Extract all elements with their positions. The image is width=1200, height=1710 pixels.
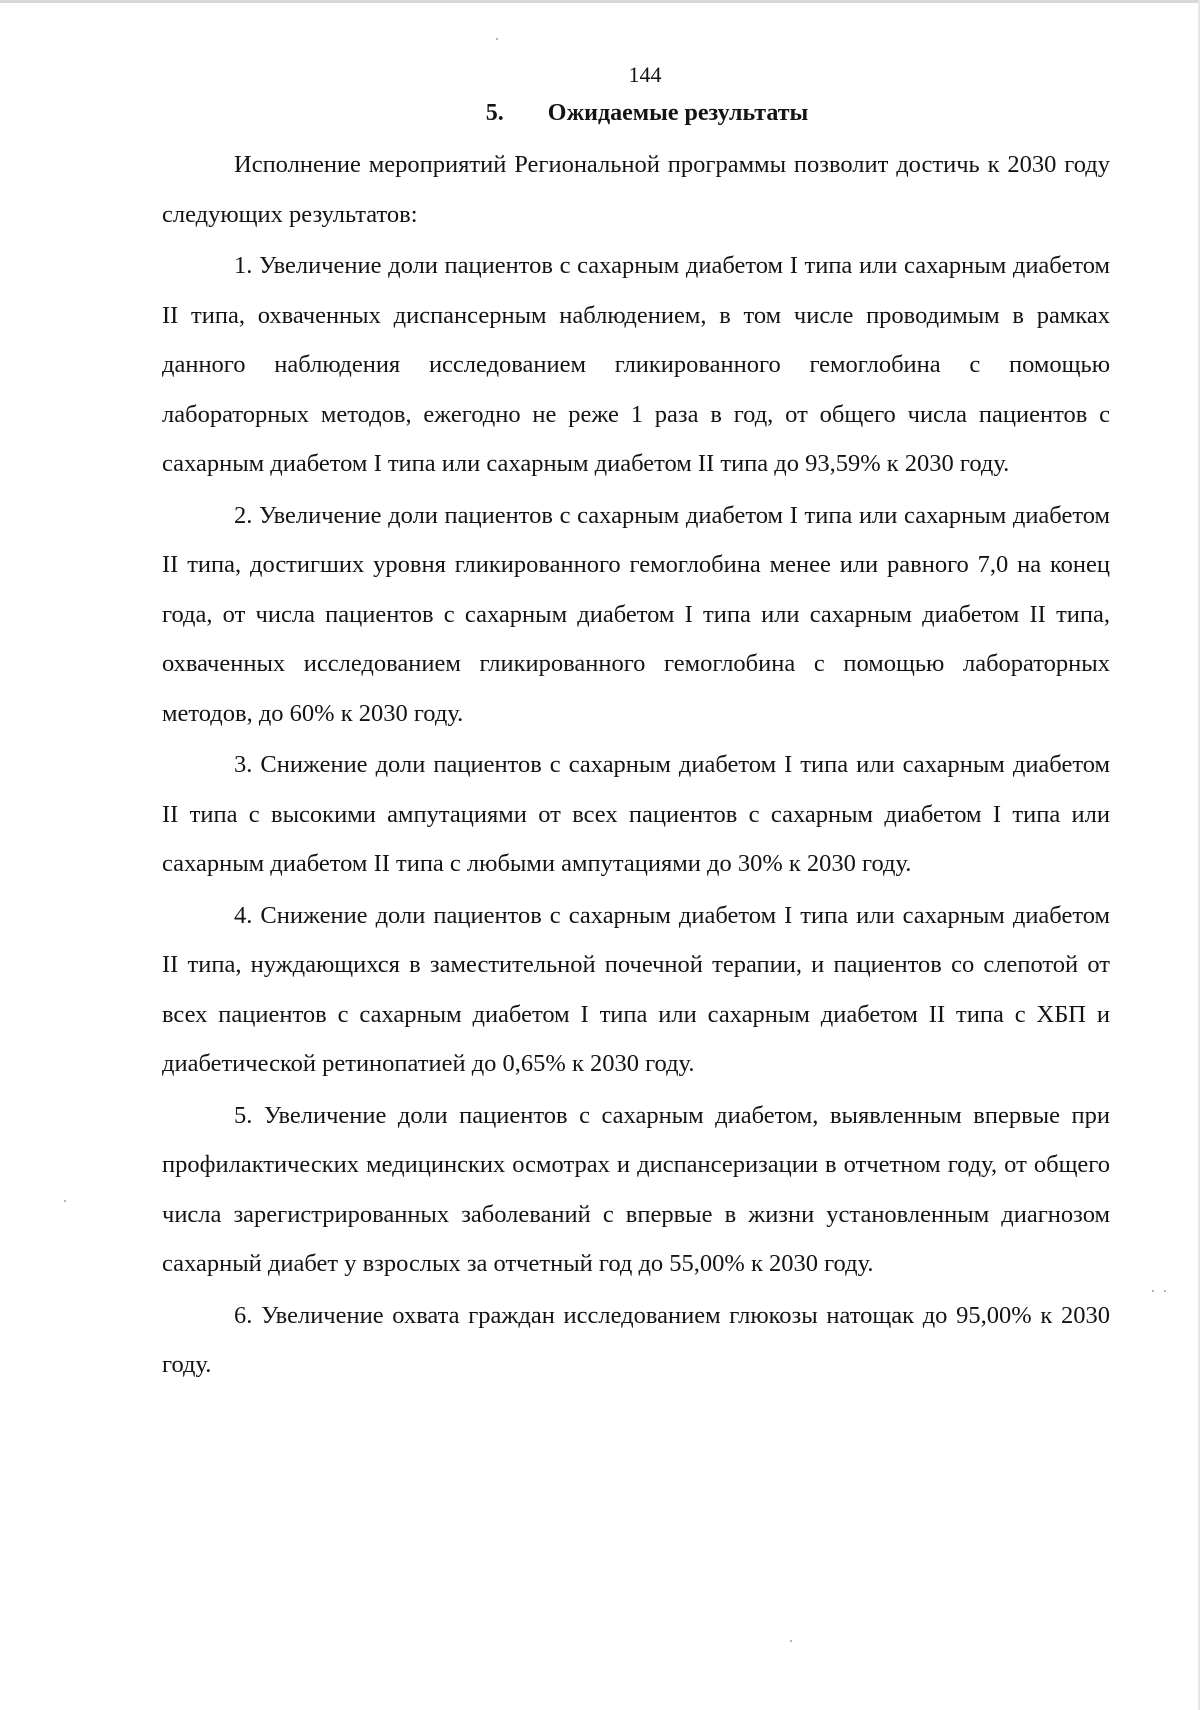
section-title: Ожидаемые результаты [547, 100, 809, 126]
result-item-6: 6. Увеличение охвата граждан исследованием глюкозы натощак до 95,00% к 2030 году. [162, 1301, 1110, 1378]
result-item-1: 1. Увеличение доли пациентов с сахарным диабетом I типа или сахарным диабетом II типа, охваченных диспансерным наблюдением, в том числе проводимым в рамках данного наблюдения исследованием гликированного гемоглобина с помощью лабораторных методов, ежегодно не реже 1 раза в год, от общего числа пациентов с сахарным диабетом I типа или сахарным диабетом II типа до 93,59% к 2030 году. [162, 252, 1110, 477]
result-item-5: 5. Увеличение доли пациентов с сахарным диабетом, выявленным впервые при профилактических медицинских осмотрах и диспансеризации в отчетном году, от общего числа зарегистрированных заболеваний с впервые в жизни установленным диагнозом сахарный диабет у взрослых за отчетный год до 55,00% к 2030 году. [162, 1101, 1110, 1277]
document-page [162, 60, 1110, 1390]
section-heading [162, 96, 1110, 130]
result-item-3: 3. Снижение доли пациентов с сахарным диабетом I типа или сахарным диабетом II типа с высокими ампутациями от всех пациентов с сахарным диабетом I типа или сахарным диабетом II типа с любыми ампутациями до 30% к 2030 году. [162, 751, 1110, 877]
scan-speck [64, 1200, 66, 1202]
scan-speck [1164, 1290, 1166, 1292]
scan-speck [1152, 1290, 1154, 1292]
scan-speck [790, 1640, 792, 1642]
result-item-4: 4. Снижение доли пациентов с сахарным диабетом I типа или сахарным диабетом II типа, нуждающихся в заместительной почечной терапии, и пациентов со слепотой от всех пациентов с сахарным диабетом I типа или сахарным диабетом II типа с ХБП и диабетической ретинопатией до 0,65% к 2030 году. [162, 901, 1110, 1077]
scan-speck [496, 38, 498, 40]
section-number: 5. [485, 100, 504, 126]
page-number: 144 [628, 62, 662, 87]
result-item-2: 2. Увеличение доли пациентов с сахарным диабетом I типа или сахарным диабетом II типа, достигших уровня гликированного гемоглобина менее или равного 7,0 на конец года, от числа пациентов с сахарным диабетом I типа или сахарным диабетом II типа, охваченных исследованием гликированного гемоглобина с помощью лабораторных методов, до 60% к 2030 году. [162, 501, 1110, 727]
scan-edge-top [0, 0, 1200, 3]
intro-paragraph: Исполнение мероприятий Региональной программы позволит достичь к 2030 году следующих результатов: [162, 151, 1110, 228]
